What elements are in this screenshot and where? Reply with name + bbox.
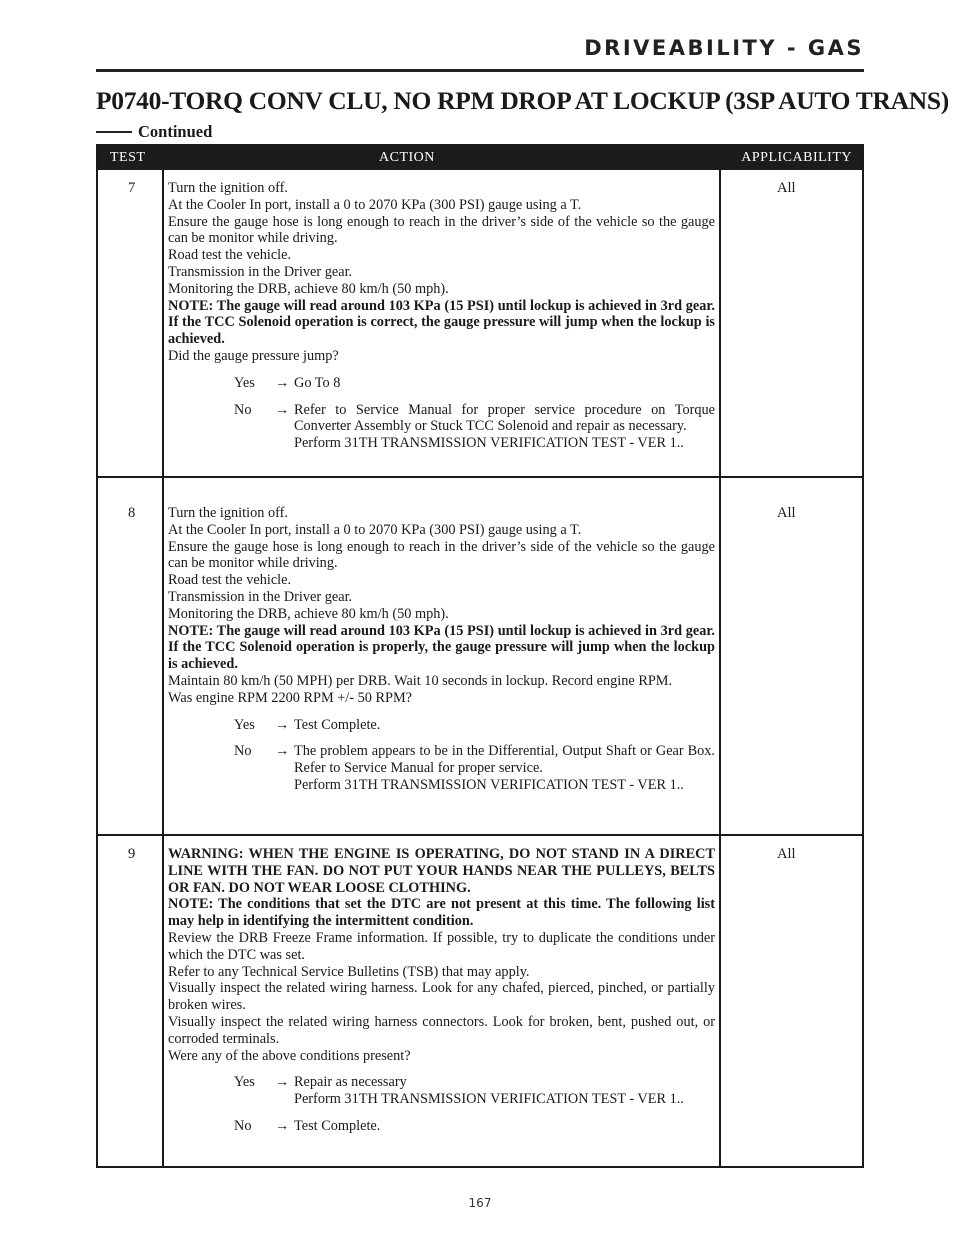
action-line: At the Cooler In port, install a 0 to 2070 KPa (300 PSI) gauge using a T. — [168, 521, 582, 538]
note-line: NOTE: The conditions that set the DTC are not present at this time. The following list may help in identifying the intermittent condition. — [168, 896, 715, 930]
note-line: NOTE: The gauge will read around 103 KPa (15 PSI) until lockup is achieved in 3rd gear. If the TCC Solenoid operation is properly, the gauge pressure will jump when the lockup is achieved. — [168, 622, 715, 673]
action-line: Road test the vehicle. — [168, 247, 292, 264]
action-cell — [168, 846, 715, 1135]
action-line: At the Cooler In port, install a 0 to 2070 KPa (300 PSI) gauge using a T. — [168, 196, 582, 213]
no-label: No — [234, 1117, 252, 1134]
test-number: 7 — [128, 180, 136, 196]
page-title: P0740-TORQ CONV CLU, NO RPM DROP AT LOCKUP (3SP AUTO TRANS) — [96, 86, 949, 115]
action-line: Monitoring the DRB, achieve 80 km/h (50 mph). — [168, 280, 449, 297]
no-branch — [168, 743, 715, 793]
header-rule — [96, 69, 864, 72]
action-line: Ensure the gauge hose is long enough to reach in the driver’s side of the vehicle so the gauge can be monitor while driving. — [168, 213, 715, 247]
branch-text: Perform 31TH TRANSMISSION VERIFICATION TEST - VER 1.. — [294, 1091, 684, 1108]
action-line: Visually inspect the related wiring harness. Look for any chafed, pierced, pinched, or partially broken wires. — [168, 980, 715, 1014]
test-number: 9 — [128, 846, 136, 862]
action-line: Turn the ignition off. — [168, 505, 288, 521]
applicability-cell: All — [777, 846, 796, 862]
branch-text: Perform 31TH TRANSMISSION VERIFICATION TEST - VER 1.. — [294, 435, 684, 452]
yes-branch — [168, 375, 715, 392]
arrow-icon: → — [275, 1074, 290, 1091]
action-line: Transmission in the Driver gear. — [168, 588, 353, 605]
action-line: Road test the vehicle. — [168, 572, 292, 589]
question-line: Were any of the above conditions present? — [168, 1047, 411, 1064]
continued-dash — [96, 131, 132, 133]
yes-label: Yes — [234, 716, 255, 733]
branch-text: Test Complete. — [294, 1117, 381, 1134]
action-line: Transmission in the Driver gear. — [168, 263, 353, 280]
action-line: Maintain 80 km/h (50 MPH) per DRB. Wait 10 seconds in lockup. Record engine RPM. — [168, 672, 673, 689]
branch-text: Refer to Service Manual for proper service procedure on Torque Converter Assembly or Stuck TCC Solenoid and repair as necessary. — [294, 401, 715, 435]
yes-label: Yes — [234, 1074, 255, 1091]
yes-branch — [168, 717, 715, 734]
branch-text: Test Complete. — [294, 716, 381, 733]
column-divider — [162, 170, 164, 1166]
arrow-icon: → — [275, 401, 290, 418]
action-cell — [168, 180, 715, 452]
action-line: Turn the ignition off. — [168, 180, 288, 196]
applicability-cell: All — [777, 180, 796, 196]
question-line: Was engine RPM 2200 RPM +/- 50 RPM? — [168, 689, 413, 706]
row-divider — [98, 476, 862, 478]
note-line: NOTE: The gauge will read around 103 KPa (15 PSI) until lockup is achieved in 3rd gear. If the TCC Solenoid operation is correct, the gauge pressure will jump when the lockup is achieved. — [168, 297, 715, 348]
no-label: No — [234, 401, 252, 418]
column-header-action: ACTION — [379, 150, 435, 165]
section-header: DRIVEABILITY - GAS — [584, 36, 864, 60]
arrow-icon: → — [275, 374, 290, 391]
row-divider — [98, 834, 862, 836]
action-line: Visually inspect the related wiring harness connectors. Look for broken, bent, pushed out, or corroded terminals. — [168, 1013, 715, 1047]
branch-text: Repair as necessary — [294, 1074, 407, 1091]
no-branch — [168, 402, 715, 452]
branch-text: Go To 8 — [294, 374, 341, 391]
warning-line: WARNING: WHEN THE ENGINE IS OPERATING, DO NOT STAND IN A DIRECT LINE WITH THE FAN. DO NOT PUT YOUR HANDS NEAR THE PULLEYS, BELTS OR FAN. DO NOT WEAR LOOSE CLOTHING. — [168, 846, 715, 896]
column-header-applicability: APPLICABILITY — [741, 150, 852, 165]
arrow-icon: → — [275, 743, 290, 760]
table-header — [98, 146, 862, 170]
branch-text: The problem appears to be in the Differential, Output Shaft or Gear Box. Refer to Service Manual for proper service. — [294, 743, 715, 777]
test-number: 8 — [128, 505, 136, 521]
action-line: Monitoring the DRB, achieve 80 km/h (50 mph). — [168, 605, 449, 622]
action-line: Review the DRB Freeze Frame information. If possible, try to duplicate the conditions under which the DTC was set. — [168, 929, 715, 963]
action-line: Refer to any Technical Service Bulletins (TSB) that may apply. — [168, 963, 530, 980]
yes-branch — [168, 1074, 715, 1108]
diagnostic-table — [96, 144, 864, 1168]
applicability-cell: All — [777, 505, 796, 521]
column-divider — [719, 170, 721, 1166]
no-label: No — [234, 743, 252, 760]
continued-label — [96, 122, 212, 142]
action-cell — [168, 505, 715, 794]
arrow-icon: → — [275, 716, 290, 733]
yes-label: Yes — [234, 374, 255, 391]
no-branch — [168, 1118, 715, 1135]
question-line: Did the gauge pressure jump? — [168, 347, 339, 364]
branch-text: Perform 31TH TRANSMISSION VERIFICATION TEST - VER 1.. — [294, 776, 684, 793]
action-line: Ensure the gauge hose is long enough to reach in the driver’s side of the vehicle so the gauge can be monitor while driving. — [168, 538, 715, 572]
arrow-icon: → — [275, 1117, 290, 1134]
column-header-test: TEST — [110, 150, 146, 165]
continued-text: Continued — [138, 122, 213, 141]
page-number: 167 — [468, 1196, 492, 1210]
